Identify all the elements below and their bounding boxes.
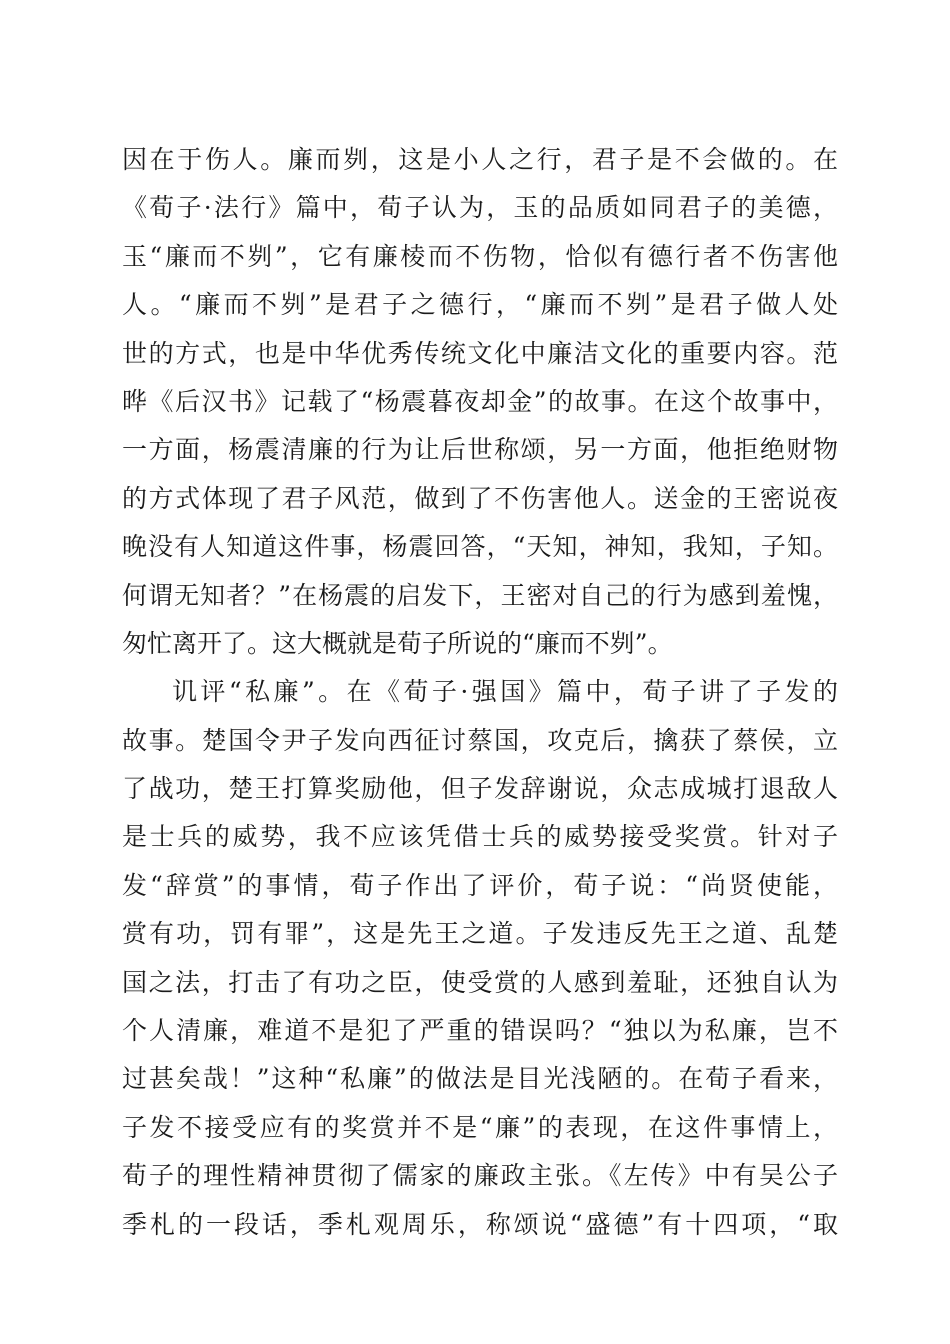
text-line: 玉“廉而不刿”，它有廉棱而不伤物，恰似有德行者不伤害他 [122,241,838,271]
text-line: 何谓无知者？”在杨震的启发下，王密对自己的行为感到羞愧， [122,580,838,610]
text-line: 一方面，杨震清廉的行为让后世称颂，另一方面，他拒绝财物 [122,435,838,465]
text-line: 人。“廉而不刿”是君子之德行，“廉而不刿”是君子做人处 [122,290,838,320]
text-line: 晚没有人知道这件事，杨震回答，“天知，神知，我知，子知。 [122,532,838,562]
text-line: 国之法，打击了有功之臣，使受赏的人感到羞耻，还独自认为 [122,967,838,997]
text-line: 是士兵的威势，我不应该凭借士兵的威势接受奖赏。针对子 [122,822,838,852]
text-line: 的方式体现了君子风范，做到了不伤害他人。送金的王密说夜 [122,483,838,513]
text-line: 个人清廉，难道不是犯了严重的错误吗？“独以为私廉，岂不 [122,1016,838,1046]
paragraph-start-line: 讥评“私廉”。在《荀子·强国》篇中，荀子讲了子发的 [172,677,838,707]
text-line: 过甚矣哉！”这种“私廉”的做法是目光浅陋的。在荀子看来， [122,1064,838,1094]
text-line: 了战功，楚王打算奖励他，但子发辞谢说，众志成城打退敌人 [122,774,838,804]
text-line: 发“辞赏”的事情，荀子作出了评价，荀子说：“尚贤使能， [122,870,838,900]
text-line: 故事。楚国令尹子发向西征讨蔡国，攻克后，擒获了蔡侯，立 [122,725,838,755]
paragraph-end-line: 匆忙离开了。这大概就是荀子所说的“廉而不刿”。 [122,628,673,658]
body-text [122,136,838,1249]
text-line: 季札的一段话，季札观周乐，称颂说“盛德”有十四项，“取 [122,1209,838,1239]
text-line: 赏有功，罚有罪”，这是先王之道。子发违反先王之道、乱楚 [122,919,838,949]
text-line: 荀子的理性精神贯彻了儒家的廉政主张。《左传》中有吴公子 [122,1161,838,1191]
text-line: 世的方式，也是中华优秀传统文化中廉洁文化的重要内容。范 [122,338,838,368]
text-line: 子发不接受应有的奖赏并不是“廉”的表现，在这件事情上， [122,1112,838,1142]
text-line: 《荀子·法行》篇中，荀子认为，玉的品质如同君子的美德， [122,193,838,223]
text-line: 因在于伤人。廉而刿，这是小人之行，君子是不会做的。在 [122,145,838,174]
text-line: 晔《后汉书》记载了“杨震暮夜却金”的故事。在这个故事中， [122,386,838,416]
